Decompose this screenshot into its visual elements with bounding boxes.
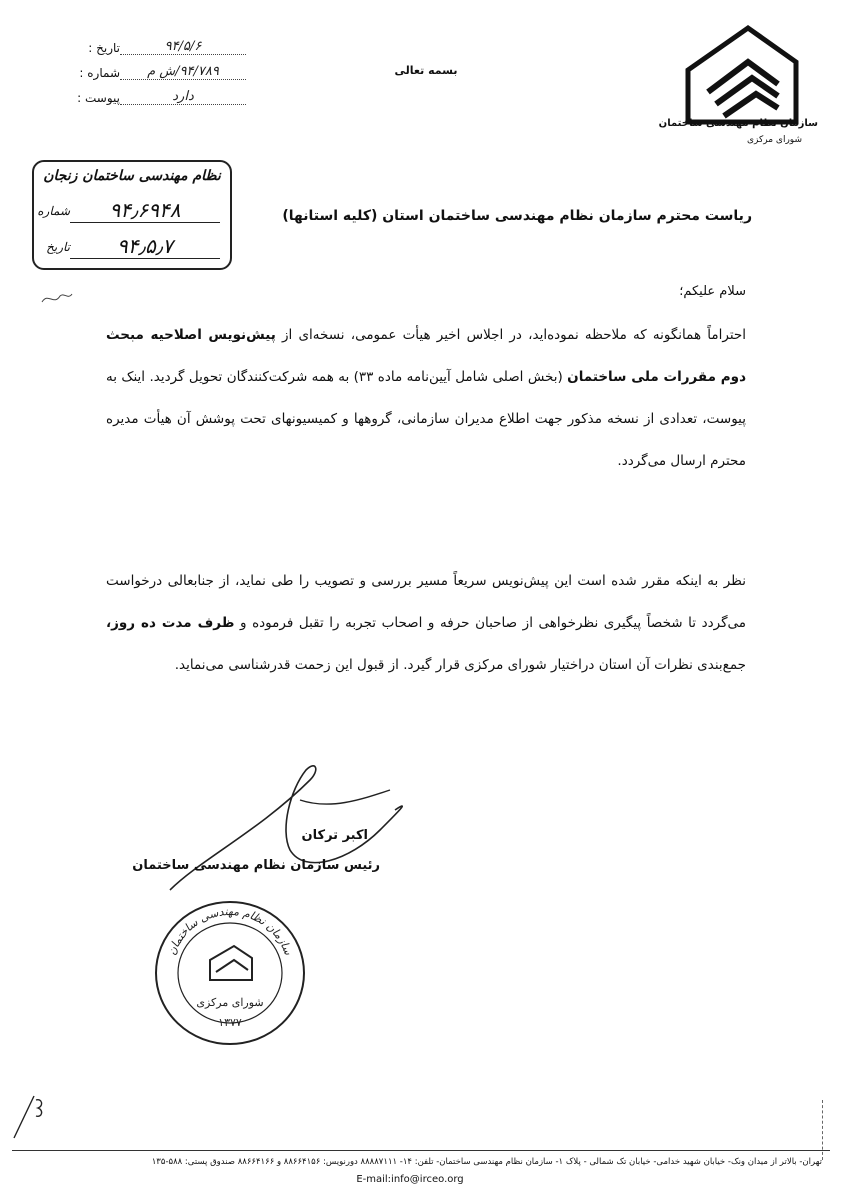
received-stamp-number: ۹۴٫۶۹۴۸ xyxy=(70,198,220,223)
signer-name: اکبر ترکان xyxy=(301,828,368,843)
attachment-value: دارد xyxy=(120,89,246,105)
attachment-label: پیوست : xyxy=(77,91,120,105)
number-value: ۹۴/۷۸۹/ش م xyxy=(120,64,246,80)
basmala: بسمه تعالی xyxy=(394,64,458,77)
date-value: ۹۴/۵/۶ xyxy=(120,39,246,55)
received-stamp-title: نظام مهندسی ساختمان زنجان xyxy=(43,168,221,184)
date-label: تاریخ : xyxy=(88,41,120,55)
page-mark xyxy=(10,1092,50,1142)
paragraph-1-text-a: احتراماً همانگونه که ملاحظه نموده‌اید، در اجلاس اخیر هیأت عمومی، نسخه‌ای از xyxy=(275,327,746,343)
number-row xyxy=(60,55,250,80)
org-name: سازمان نظام مهندسی ساختمان xyxy=(658,118,818,129)
received-stamp-number-label: شماره xyxy=(37,203,70,218)
paragraph-1-bold: پیش‌نویس اصلاحیه مبحث دوم مقررات ملی ساختمان xyxy=(106,327,746,385)
received-stamp-date-label: تاریخ xyxy=(46,239,70,254)
paragraph-2 xyxy=(106,560,746,686)
greeting: سلام علیکم؛ xyxy=(679,284,746,299)
footer-email: E-mail:info@irceo.org xyxy=(356,1174,464,1185)
received-stamp-date-row xyxy=(42,234,220,259)
seal-inner-text: شورای مرکزی xyxy=(196,996,264,1009)
date-row xyxy=(60,30,250,55)
org-subtitle: شورای مرکزی xyxy=(746,135,802,145)
recipient-line: ریاست محترم سازمان نظام مهندسی ساختمان استان (کلیه استانها) xyxy=(282,208,752,224)
paragraph-1 xyxy=(106,314,746,482)
seal-year: ۱۳۷۷ xyxy=(218,1016,242,1029)
number-label: شماره : xyxy=(79,66,120,80)
handwritten-signature xyxy=(140,740,440,900)
attachment-row xyxy=(60,80,250,105)
paragraph-1-text-b: (بخش اصلی شامل آیین‌نامه ماده ۳۳) به همه شرکت‌کنندگان تحویل گردید. اینک به پیوست، تعدادی از نسخه مذکور جهت اطلاع مدیران سازمانی، گروهها و کمیسیونهای تحت پوشش آن هیأت مدیره محترم ارسال می‌گردد. xyxy=(106,369,746,469)
paragraph-2-bold: ظرف مدت ده روز، xyxy=(106,615,235,631)
letter-meta xyxy=(60,30,250,105)
org-logo xyxy=(678,22,800,126)
seal-ring-text: سازمان نظام مهندسی ساختمان xyxy=(165,904,295,957)
received-stamp-number-row xyxy=(37,198,220,223)
received-stamp-date: ۹۴٫۵٫۷ xyxy=(70,234,220,259)
paragraph-2-text-b: جمع‌بندی نظرات آن استان دراختیار شورای مرکزی قرار گیرد. از قبول این زحمت قدرشناسی می‌نماید. xyxy=(174,657,746,673)
footer-divider xyxy=(12,1150,830,1151)
paragraph-2-text-a: نظر به اینکه مقرر شده است این پیش‌نویس سریعاً مسیر بررسی و تصویب را طی نماید، از جنابعالی درخواست می‌گردد تا شخصاً پیگیری نظرخواهی از صاحبان حرفه و اصحاب تجربه را تقبل فرموده و xyxy=(106,573,746,631)
official-seal xyxy=(152,898,308,1048)
footer-address: تهران- بالاتر از میدان ونک- خیابان شهید خدامی- خیابان تک شمالی - پلاک ۱- سازمان نظام مهندسی ساختمان- تلفن: ۱۴- ۸۸۸۸۷۱۱۱ دورنویس: ۸۸۶۶۴۱۵۶ و ۸۸۶۶۴۱۶۶ صندوق پستی: ۵۸۸-۱۳۵ xyxy=(151,1157,822,1167)
scan-edge xyxy=(822,1100,827,1160)
signer-title: رئیس سازمان نظام مهندسی ساختمان xyxy=(132,858,380,873)
margin-scribble xyxy=(40,288,74,308)
